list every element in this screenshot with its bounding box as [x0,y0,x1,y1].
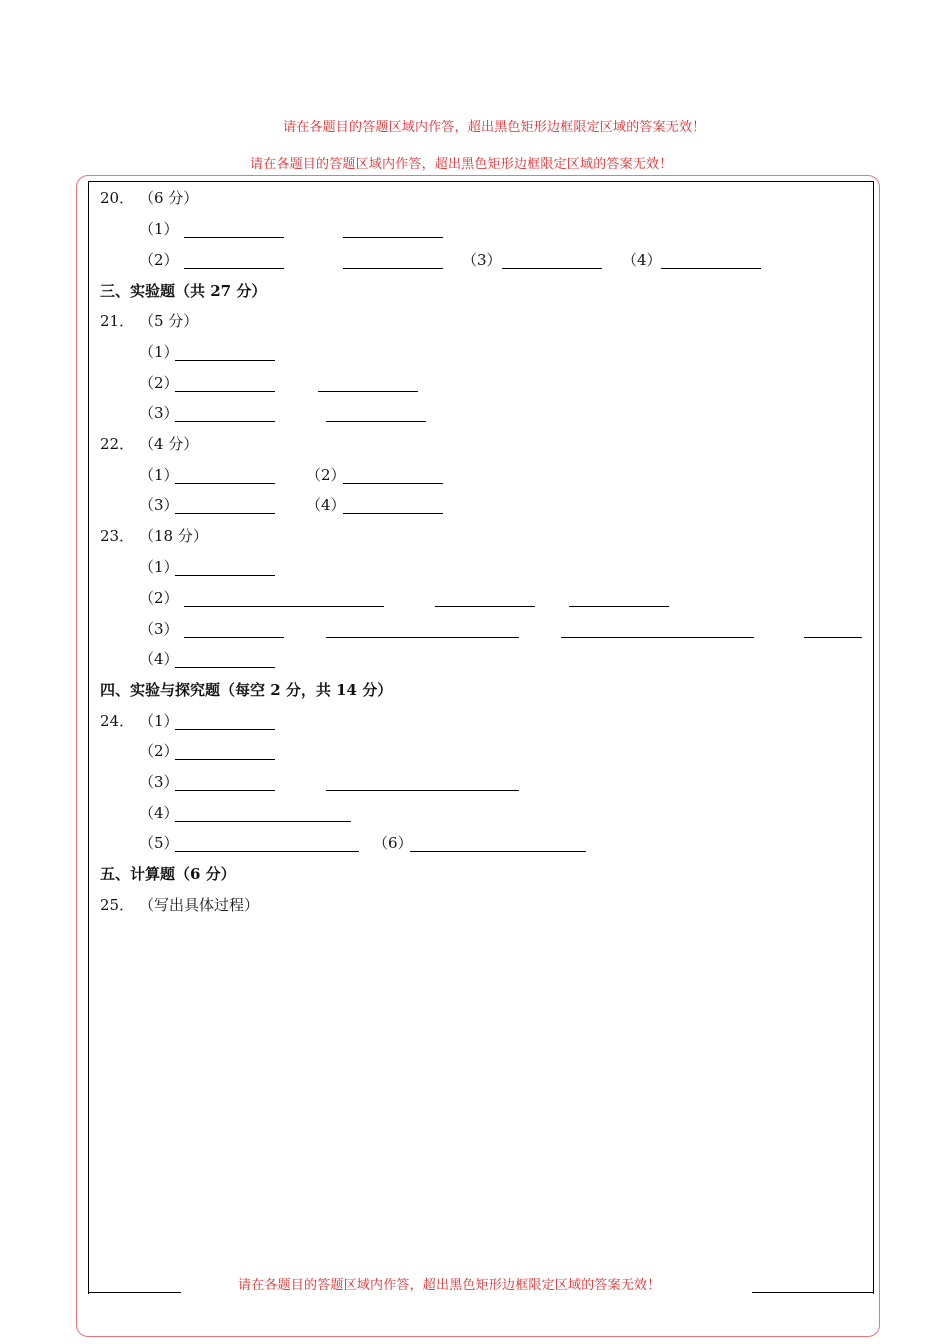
notice-bottom: 请在各题目的答题区域内作答，超出黑色矩形边框限定区域的答案无效！ [238,1278,661,1293]
q21-blank-3b[interactable] [326,421,426,422]
q23-label-1: （1） [139,558,179,576]
q21-blank-2b[interactable] [318,391,418,392]
q24-blank-5[interactable] [175,851,359,852]
q20-blank-2a[interactable] [184,268,284,269]
q23-label-3: （3） [139,620,179,638]
q23-blank-1[interactable] [175,575,275,576]
q22-score: （4 分） [139,435,199,453]
q21-label-1: （1） [139,343,179,361]
q24-blank-2[interactable] [175,759,275,760]
q23-blank-3c[interactable] [561,637,754,638]
q23-label-4: （4） [139,650,179,668]
q24-label-2: （2） [139,742,179,760]
answer-area-black-frame [88,181,874,1294]
q22-blank-2[interactable] [343,483,443,484]
q21-label-2: （2） [139,374,179,392]
q22-label-4: （4） [306,496,346,514]
q20-score: （6 分） [139,189,199,207]
q22-blank-3[interactable] [175,513,275,514]
q23-blank-3b[interactable] [326,637,519,638]
q21-blank-2a[interactable] [175,391,275,392]
section-5-title: 五、计算题（6 分） [100,865,236,883]
frame-bottom-right-line [752,1292,874,1293]
q22-label-2: （2） [306,466,346,484]
q20-blank-1a[interactable] [184,237,284,238]
q25-number: 25． [100,896,135,914]
q22-label-3: （3） [139,496,179,514]
q21-blank-3a[interactable] [175,421,275,422]
q24-blank-3b[interactable] [326,790,519,791]
q23-blank-3d[interactable] [804,637,862,638]
q25-note: （写出具体过程） [139,896,260,914]
q24-label-1: （1） [139,712,179,730]
frame-bottom-left-line [88,1292,181,1293]
q20-blank-1b[interactable] [343,237,443,238]
q20-label-1: （1） [139,220,179,238]
q23-blank-4[interactable] [175,667,275,668]
q20-blank-2b[interactable] [343,268,443,269]
notice-top-inner: 请在各题目的答题区域内作答，超出黑色矩形边框限定区域的答案无效！ [250,157,673,172]
q22-blank-4[interactable] [343,513,443,514]
section-3-title: 三、实验题（共 27 分） [100,282,267,300]
q23-score: （18 分） [139,527,208,545]
q22-number: 22． [100,435,135,453]
q21-number: 21． [100,312,135,330]
q23-number: 23． [100,527,135,545]
q20-blank-4[interactable] [661,268,761,269]
section-4-title: 四、实验与探究题（每空 2 分，共 14 分） [100,681,393,699]
q21-label-3: （3） [139,404,179,422]
q24-number: 24． [100,712,135,730]
q20-label-2: （2） [139,251,179,269]
q23-label-2: （2） [139,589,179,607]
q24-blank-4[interactable] [175,821,351,822]
q20-blank-3[interactable] [502,268,602,269]
q23-blank-2a[interactable] [184,606,384,607]
notice-top-outer: 请在各题目的答题区域内作答，超出黑色矩形边框限定区域的答案无效！ [283,120,706,135]
q20-label-4: （4） [622,251,662,269]
q24-label-3: （3） [139,773,179,791]
q23-blank-3a[interactable] [184,637,284,638]
q24-label-6: （6） [373,834,413,852]
q23-blank-2b[interactable] [435,606,535,607]
q21-blank-1[interactable] [175,360,275,361]
q22-label-1: （1） [139,466,179,484]
q22-blank-1[interactable] [175,483,275,484]
q20-number: 20． [100,189,135,207]
q24-blank-1[interactable] [175,729,275,730]
q24-blank-3a[interactable] [175,790,275,791]
q24-label-5: （5） [139,834,179,852]
q24-label-4: （4） [139,804,179,822]
q20-label-3: （3） [462,251,502,269]
q23-blank-2c[interactable] [569,606,669,607]
q24-blank-6[interactable] [410,851,586,852]
q21-score: （5 分） [139,312,199,330]
